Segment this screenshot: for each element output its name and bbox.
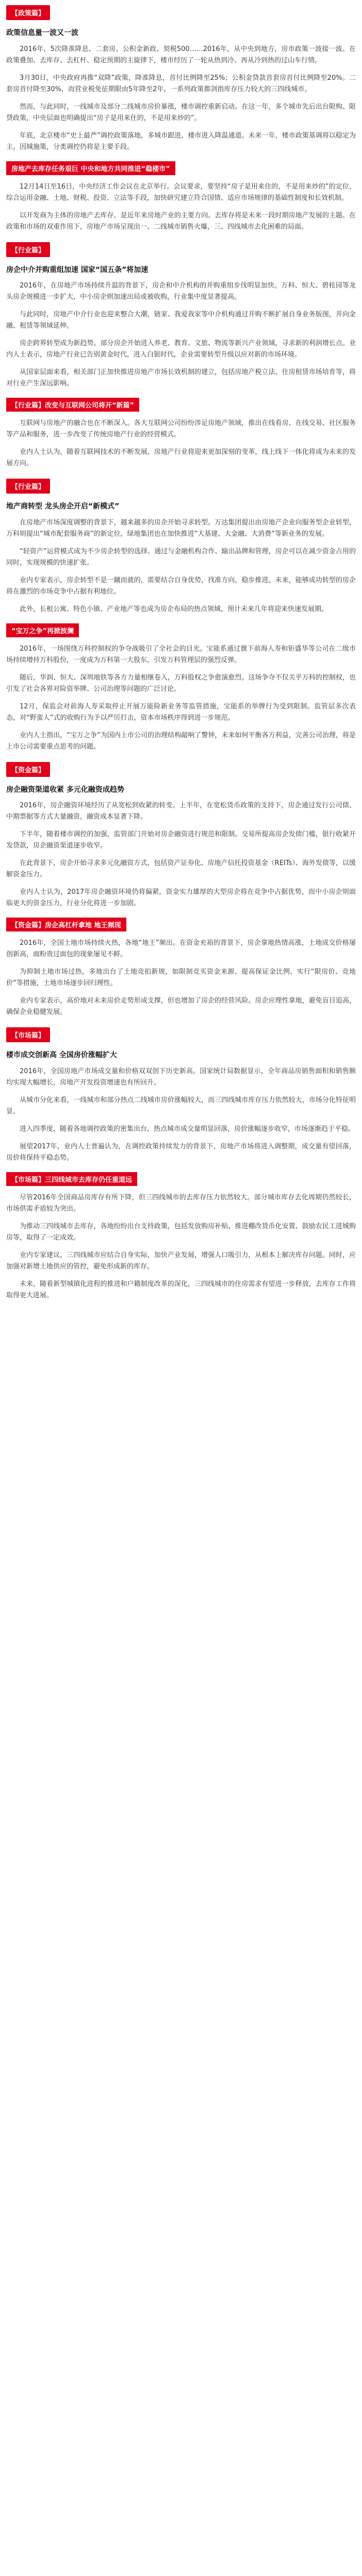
article-section (6, 5, 356, 233)
paragraph: 在此背景下，房企开始寻求多元化融资方式，包括资产证券化、房地产信托投资基金（REITs）、海外发债等，以缓解资金压力。 (6, 859, 356, 879)
paragraph: 房企跨界转型成为新趋势。部分房企开始进入养老、教育、文旅、物流等新兴产业领域，寻求新的利润增长点。业内人士表示，房地产行业已告别黄金时代，进入白银时代，企业需要转型升级以应对新的市场环境。 (6, 340, 356, 359)
paragraph: 从国家层面来看，相关部门正加快推进房地产市场长效机制的建立，包括房地产税立法、住房租赁市场培育等，将对行业产生深远影响。 (6, 368, 356, 388)
section-tag: 【行业篇】 (6, 479, 50, 494)
article-section (6, 762, 356, 1019)
paragraph: 2016年，房企融资环境经历了从宽松到收紧的转变。上半年，在宽松货币政策的支持下，房企通过发行公司债、中期票据等方式大量融资，融资成本显著下降。 (6, 802, 356, 821)
paragraph: 从城市分化来看，一线城市和部分热点二线城市房价涨幅较大，而三四线城市库存压力依然较大，市场分化特征明显。 (6, 1096, 356, 1115)
paragraph: 业内人士指出，“宝万之争”为国内上市公司的治理结构敲响了警钟，未来如何平衡各方利益，完善公司治理，将是上市公司需要重点思考的问题。 (6, 731, 356, 751)
paragraph: 3月30日，中央政府再推“双降”政策，降准降息，首付比例降至25%；公积金贷款首套房首付比例降至20%。二套房首付降至30%，而营业税免征期限由5年降至2年，一系列政策都剑指库存压力较大的三四线城市。 (6, 74, 356, 93)
paragraph: 2016年，一场围绕万科控制权的争夺战吸引了全社会的目光。宝能系通过旗下前海人寿和钜盛华等公司在二级市场持续增持万科股份，一度成为万科第一大股东，引发万科管理层的强烈反弹。 (6, 645, 356, 664)
section-banner: “宝万之争”再掀波澜 (6, 623, 79, 637)
paragraph: 12月14日至16日，中央经济工作会议在北京举行。会议要求，要坚持“房子是用来住的，不是用来炒的”的定位，综合运用金融、土地、财税、投资、立法等手段，加快研究建立符合国情、适应市场规律的基础性制度和长效机制。 (6, 182, 356, 202)
paragraph: 2016年，5次降准降息、二套房、公积金新政、契税500……2016年，从中央到地方，房市政策一波接一波。在政策叠加、去库存、去杠杆、稳定预期的主旋律下，楼市经历了一轮从热到冷、再从冷到热的过山车行情。 (6, 45, 356, 64)
paragraph: 年底，北京楼市“史上最严”调控政策落地，多城市跟进，楼市进入降温通道。未来一年，楼市政策基调将以稳定为主，因城施策，分类调控仍将是主要手段。 (6, 131, 356, 151)
article-section (6, 1027, 356, 1301)
section-tag: 【市场篇】 (6, 1027, 50, 1042)
section-title: 政策信息量一波又一波 (6, 29, 78, 37)
paragraph: 互联网与房地产的融合也在不断深入。各大互联网公司纷纷涉足房地产领域，推出在线看房、在线交易、社区服务等产品和服务，进一步改变了传统房地产行业的经营模式。 (6, 419, 356, 439)
section-title: 楼市成交创新高 全国房价涨幅扩大 (6, 1051, 117, 1060)
paragraph: 业内专家表示，房企转型不是一蹴而就的，需要结合自身优势，找准方向，稳步推进。未来，能够成功转型的房企将在激烈的市场竞争中占据有利地位。 (6, 576, 356, 596)
paragraph: 此外，长租公寓、特色小镇、产业地产等也成为房企布局的热点领域，预计未来几年将迎来快速发展期。 (20, 605, 328, 613)
section-tag: 【行业篇】 (6, 242, 50, 257)
paragraph: 12月，保监会对前海人寿采取停止开展万能险新业务等监管措施，宝能系的举牌行为受到限制。监管层多次表态，对“野蛮人”式的收购行为予以严厉打击，资本市场秩序得到进一步规范。 (6, 702, 356, 722)
section-title: 地产商转型 龙头房企开启“新模式” (6, 502, 120, 511)
paragraph: 业内专家建议，三四线城市应结合自身实际，加快产业发展，增强人口吸引力，从根本上解决库存问题。同时，应加强对新增土地供应的管控，避免形成新的库存。 (6, 1251, 356, 1270)
paragraph: 2016年，全国土地市场持续火热，各地“地王”频出。在资金充裕的背景下，房企拿地热情高涨，土地成交价格屡创新高，面粉贵过面包的现象屡见不鲜。 (6, 939, 356, 959)
paragraph: 在房地产市场深度调整的背景下，越来越多的房企开始寻求转型。万达集团提出由房地产企业向服务型企业转型，万科则提出“城市配套服务商”的新定位，绿地集团也在加快推进“大基建、大金融、大消费”等新业务的发展。 (6, 518, 356, 538)
section-title: 房企中介并购重组加速 国家“国五条”将加速 (6, 265, 149, 274)
section-banner: 房地产去库存任务艰巨 中央和地方共同推进“稳楼市” (6, 161, 175, 175)
paragraph: 与此同时，房地产中介行业也迎来整合大潮，链家、我爱我家等中介机构通过并购不断扩展自身业务版图，并向金融、租赁等领域延伸。 (6, 311, 356, 330)
section-tag: 【政策篇】 (6, 5, 50, 20)
section-banner: 【行业篇】改变与互联网公司将开“新篇” (6, 398, 139, 412)
article-section (6, 479, 356, 753)
section-tag: 【资金篇】 (6, 762, 50, 777)
paragraph: 2016年，在房地产市场持续升温的背景下，房企和中介机构的并购重组步伐明显加快。万科、恒大、碧桂园等龙头房企规模进一步扩大，中小房企则加速出局或被收购，行业集中度显著提高。 (6, 282, 356, 301)
paragraph: 进入四季度，随着各地调控政策的密集出台，热点城市成交量明显回落，房价涨幅逐步收窄，市场逐渐趋于平稳。 (20, 1125, 355, 1133)
paragraph: 展望2017年，业内人士普遍认为，在调控政策持续发力的背景下，房地产市场将进入调整期，成交量有望回落，房价将保持平稳态势。 (6, 1142, 356, 1162)
paragraph: 随后，华润、恒大、深圳地铁等各方力量相继卷入，万科股权之争愈演愈烈。这场争夺不仅关乎万科的控制权，也引发了社会各界对险资举牌、公司治理等问题的广泛讨论。 (6, 673, 356, 693)
paragraph: “轻资产”运营模式成为不少房企转型的选择。通过与金融机构合作、输出品牌和管理，房企可以在减少资金占用的同时，实现规模的快速扩张。 (6, 547, 356, 567)
paragraph: 为抑制土地市场过热，多地出台了土地竞拍新规，如限制竞买资金来源、提高保证金比例、实行“限房价、竞地价”等措施，土地市场逐步回归理性。 (6, 968, 356, 988)
paragraph: 2016年，全国房地产市场成交量和价格双双创下历史新高。国家统计局数据显示，全年商品房销售面积和销售额均实现大幅增长，房地产开发投资增速也有所回升。 (6, 1067, 356, 1087)
paragraph: 业内人士认为，2017年房企融资环境仍将偏紧，资金实力雄厚的大型房企将在竞争中占据优势，而中小房企则面临更大的资金压力，行业分化将进一步加剧。 (6, 888, 356, 908)
paragraph: 业内专家表示，高价地对未来房价走势形成支撑，但也增加了房企的经营风险。房企应理性拿地，避免盲目追高，确保企业稳健发展。 (6, 997, 356, 1016)
paragraph: 然而，与此同时，一线城市及部分二线城市房价暴涨，楼市调控重新启动。在这一年，多个城市先后出台限购、限贷政策，中央层面也明确提出“房子是用来住的，不是用来炒的”。 (6, 103, 356, 122)
paragraph: 业内人士认为，随着互联网技术的不断发展，房地产行业将迎来更加深刻的变革，线上线下一体化将成为未来的发展方向。 (6, 448, 356, 468)
paragraph: 为推动三四线城市去库存，各地纷纷出台支持政策，包括发放购房补贴、推进棚改货币化安置、鼓励农民工进城购房等，取得了一定成效。 (6, 1222, 356, 1242)
article-section (6, 242, 356, 470)
section-banner: 【资金篇】房企高杠杆拿地 地王频现 (6, 918, 126, 931)
section-banner: 【市场篇】三四线城市去库存仍任重道远 (6, 1172, 137, 1186)
section-title: 房企融资渠道收紧 多元化融资成趋势 (6, 785, 124, 794)
paragraph: 未来，随着新型城镇化进程的推进和户籍制度改革的深化，三四线城市的住房需求有望进一步释放，去库存工作将取得更大进展。 (6, 1280, 356, 1299)
paragraph: 下半年，随着楼市调控的加强，监管部门开始对房企融资进行规范和限制。交易所提高房企发债门槛，银行收紧开发贷款，房企融资渠道逐步收窄。 (6, 831, 356, 850)
paragraph: 尽管2016年全国商品房库存有所下降，但三四线城市的去库存压力依然较大。部分城市库存去化周期仍然较长，市场供需矛盾较为突出。 (6, 1193, 356, 1213)
paragraph: 以开发商为主体的房地产去库存，是近年来房地产业的主要方向。去库存将是未来一段时期房地产发展的主题。在政策和市场的双重作用下，房地产市场呈现出一、二线城市销售火爆，三、四线城市去化困难的局面。 (6, 211, 356, 231)
